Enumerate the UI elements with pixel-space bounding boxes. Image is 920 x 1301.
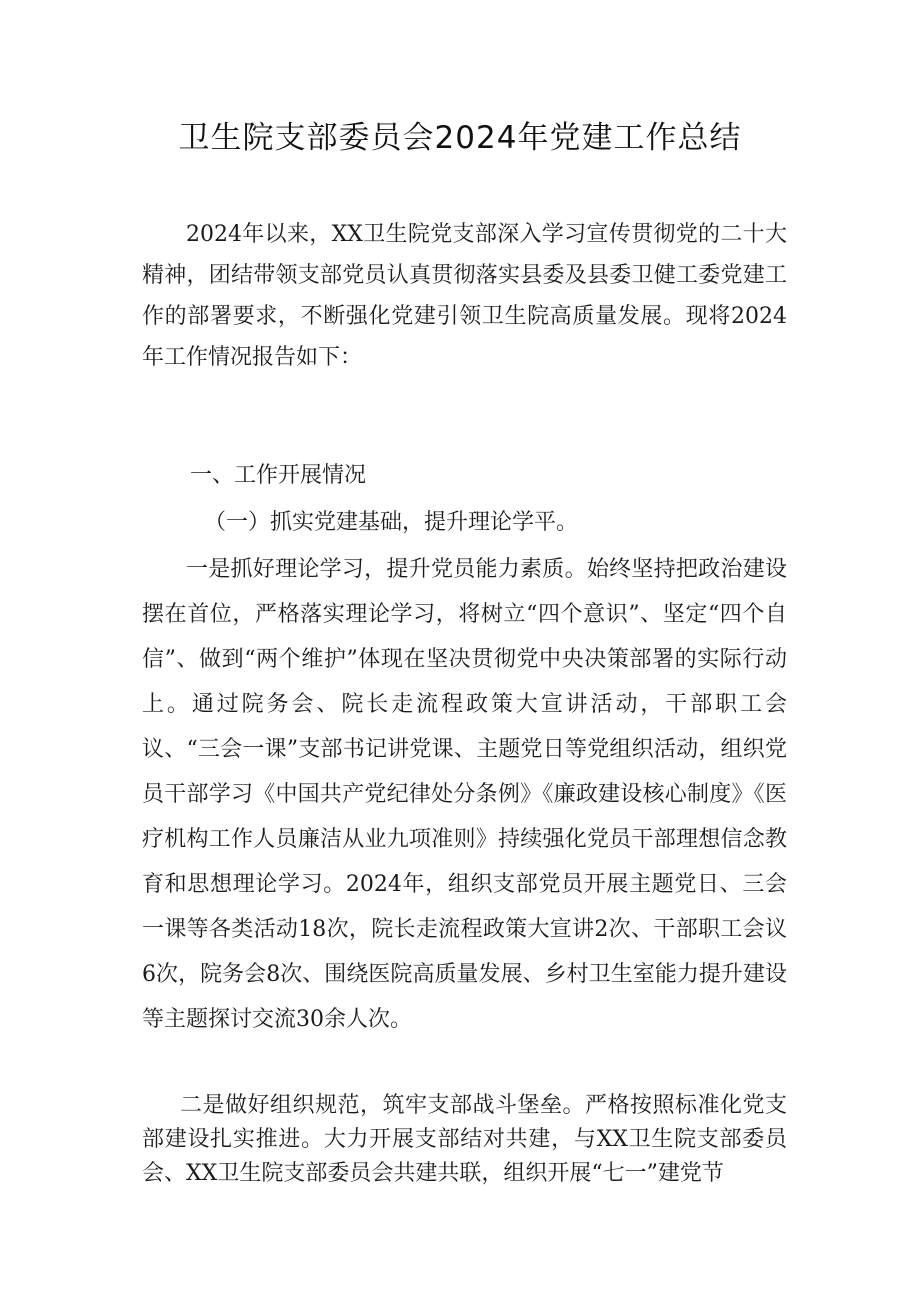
document-title: 卫生院支部委员会2024年党建工作总结 xyxy=(178,120,742,156)
subsection-heading: （一）抓实党建基础，提升理论学平。 xyxy=(204,510,579,535)
body-paragraph-organization: 二是做好组织规范，筑牢支部战斗堡垒。严格按照标准化党支部建设扎实推进。大力开展支部结对共建，与XX卫生院支部委员会、XX卫生院支部委员会共建共联，组织开展“七一”建党节 xyxy=(142,1093,787,1186)
body-paragraph-theory-study: 一是抓好理论学习，提升党员能力素质。始终坚持把政治建设摆在首位，严格落实理论学习，将树立“四个意识”、坚定“四个自信”、做到“两个维护”体现在坚决贯彻党中央决策部署的实际行动上。通过院务会、院长走流程政策大宣讲活动，干部职工会议、“三会一课”支部书记讲党课、主题党日等党组织活动，组织党员干部学习《中国共产党纪律处分条例》《廉政建设核心制度》《医疗机构工作人员廉洁从业九项准则》持续强化党员干部理想信念教育和思想理论学习。2024年，组织支部党员开展主题党日、三会一课等各类活动18次，院长走流程政策大宣讲2次、干部职工会议6次，院务会8次、围绕医院高质量发展、乡村卫生室能力提升建设等主题探讨交流30余人次。 xyxy=(142,557,787,1032)
section-heading: 一、工作开展情况 xyxy=(190,463,367,488)
intro-paragraph: 2024年以来，XX卫生院党支部深入学习宣传贯彻党的二十大精神，团结带领支部党员认真贯彻落实县委及县委卫健工委党建工作的部署要求，不断强化党建引领卫生院高质量发展。现将2024年工作情况报告如下： xyxy=(142,222,787,370)
